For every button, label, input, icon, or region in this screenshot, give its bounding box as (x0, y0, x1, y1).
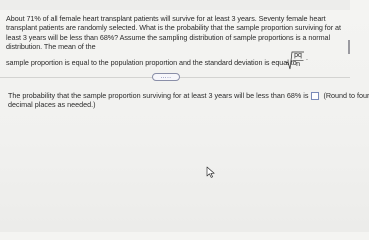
answer-prompt: The probability that the sample proportion surviving for at least 3 years will be less than 68% is (8, 91, 309, 100)
question-panel (6, 14, 344, 70)
answer-line (8, 91, 369, 100)
expand-more-label: ..... (160, 74, 172, 80)
formula-line (6, 52, 344, 70)
mouse-pointer-icon (206, 166, 216, 178)
formula-numerator: pq (294, 51, 302, 59)
sqrt-formula (285, 51, 308, 71)
answer-input[interactable] (311, 92, 319, 100)
formula-lead-text: sample proportion is equal to the population proportion and the standard deviation is equal to (6, 57, 297, 67)
scrollbar-thumb[interactable] (348, 40, 350, 54)
formula-denominator: n (296, 60, 300, 68)
answer-panel (8, 91, 369, 110)
formula-period: . (306, 54, 308, 62)
expand-more-button[interactable] (152, 73, 180, 81)
answer-hint-continued: decimal places as needed.) (8, 100, 96, 110)
answer-hint-inline: (Round to four (323, 91, 369, 100)
top-strip (0, 0, 350, 10)
question-text: About 71% of all female heart transplant patients will survive for at least 3 years. Seventy female heart transplant patients are randomly selected. What is the probability that the sample proportion surviving for at least 3 years will be less than 68%? Assume the sampling distribution of sample proportions is a normal distribution. The mean of the (6, 14, 341, 52)
